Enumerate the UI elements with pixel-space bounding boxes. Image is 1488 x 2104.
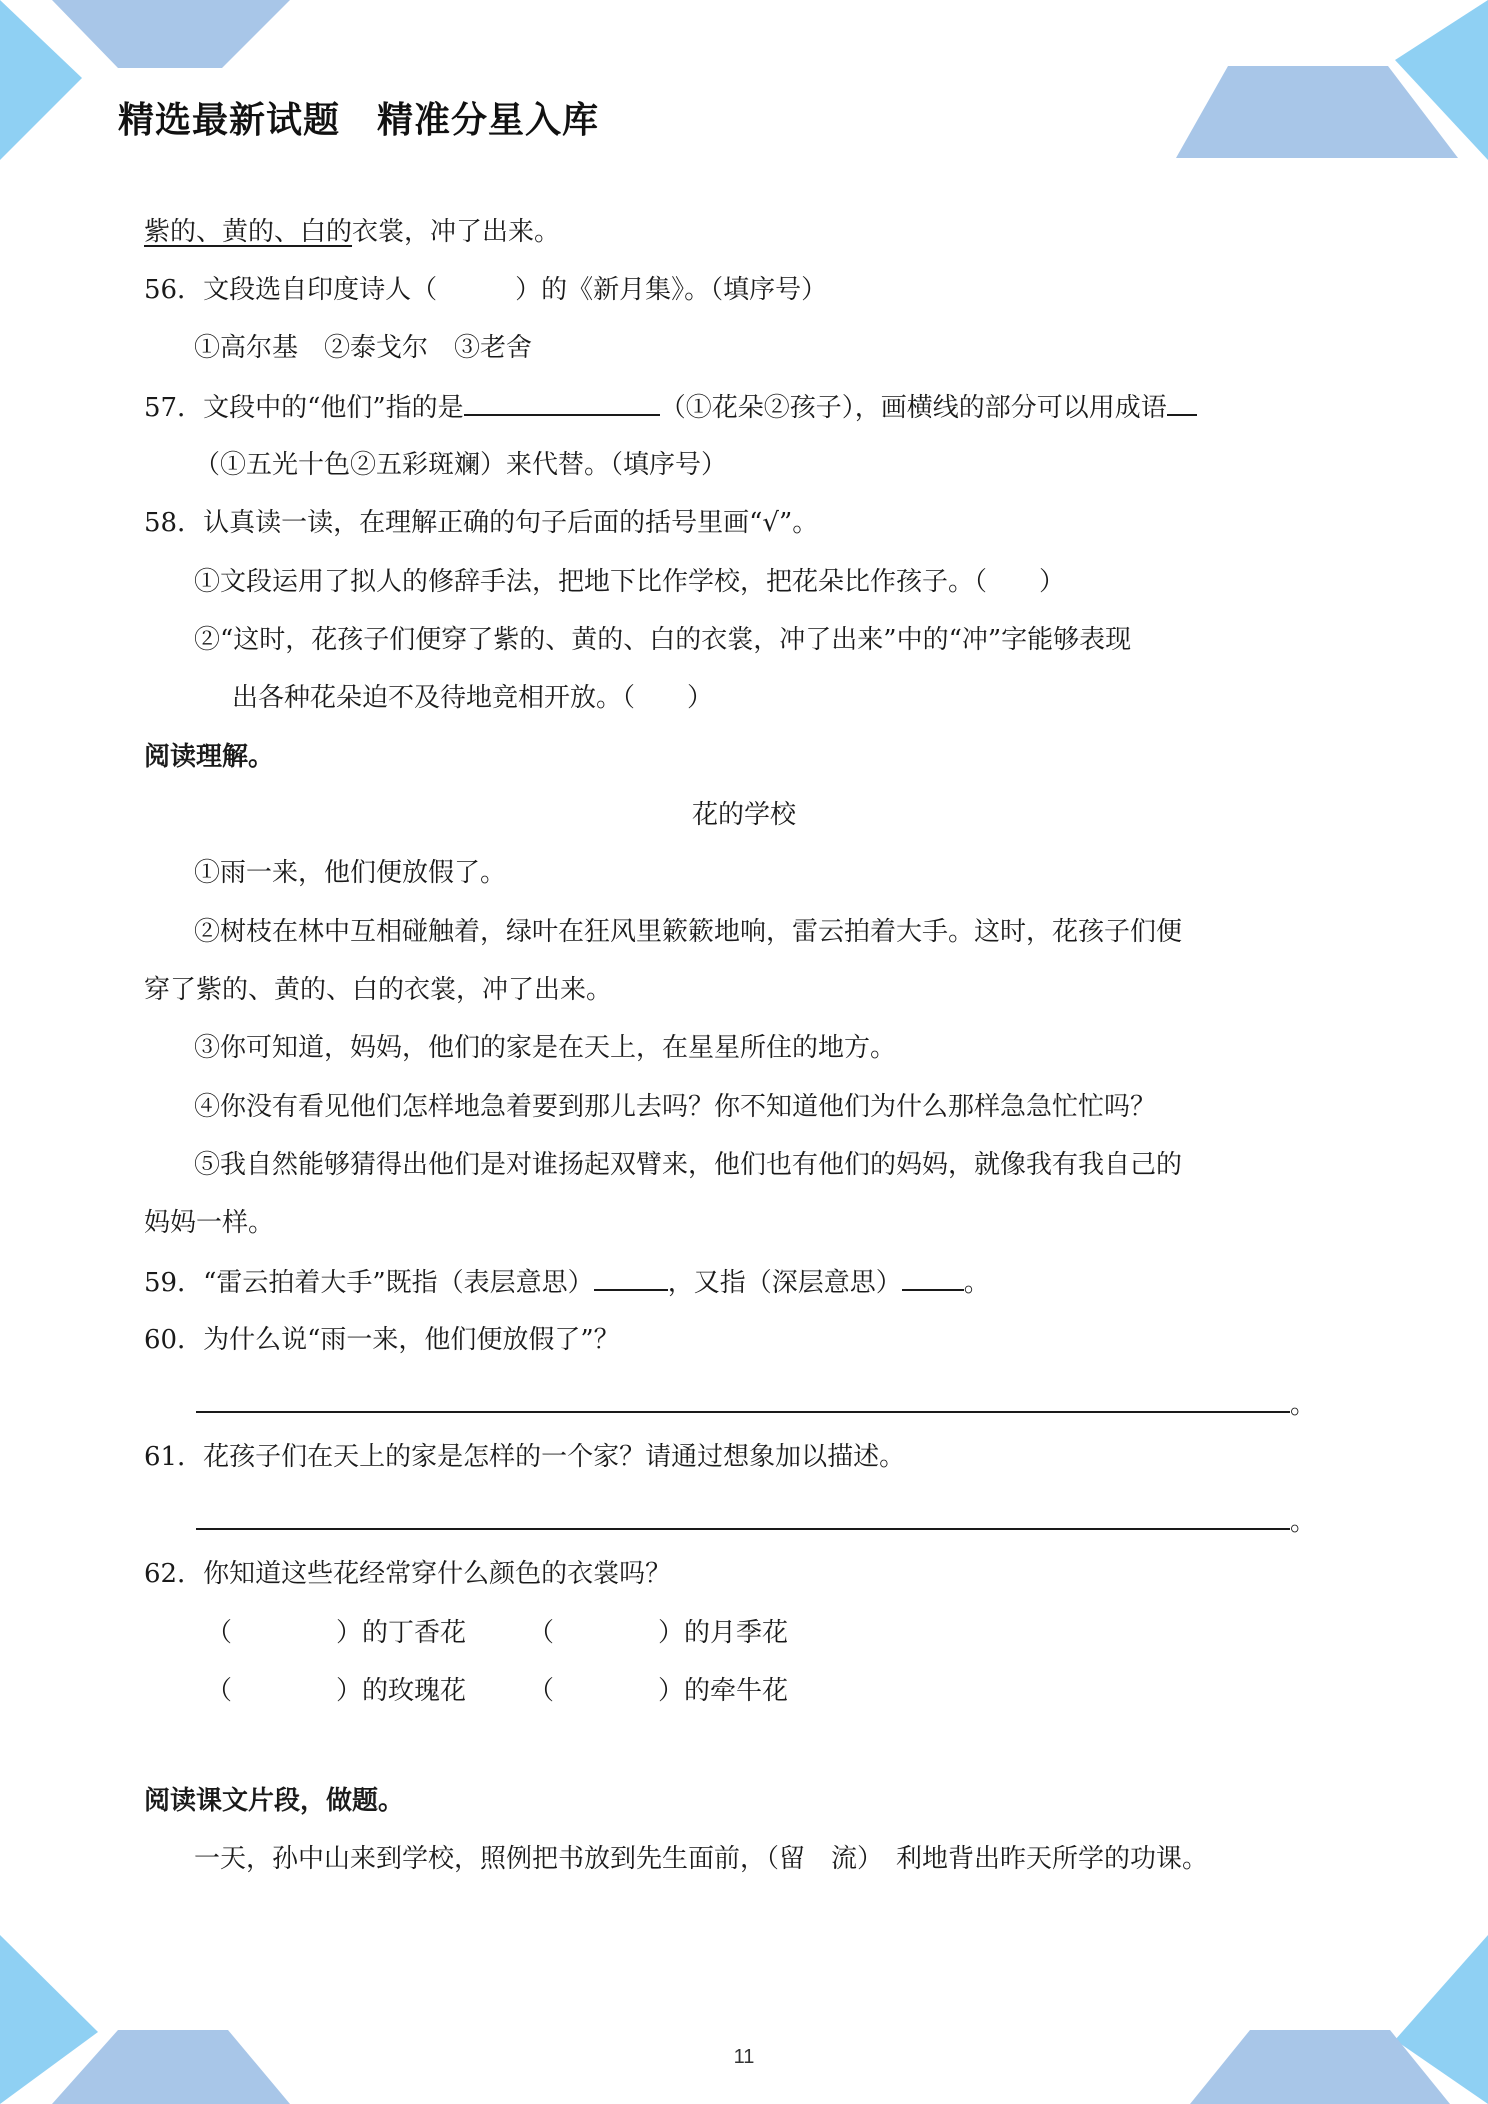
question-58-item-2: ②“这时，花孩子们便穿了紫的、黄的、白的衣裳，冲了出来”中的“冲”字能够表现 [194, 625, 1132, 655]
question-text: “雷云拍着大手”既指（表层意思） [203, 1268, 594, 1298]
question-number: 59． [144, 1268, 204, 1298]
question-text-cont: ，又指（深层意思） [667, 1268, 902, 1298]
question-text: 文段中的“他们”指的是 [203, 393, 464, 423]
underlined-phrase: 紫的、黄的、白的 [144, 217, 353, 247]
question-text-cont: （①花朵②孩子），画横线的部分可以用成语 [659, 393, 1167, 423]
answer-line-period: 。 [1290, 1507, 1317, 1537]
question-58 [144, 506, 818, 540]
answer-line[interactable] [196, 1411, 1290, 1413]
section-heading: 阅读课文片段，做题。 [144, 1786, 405, 1816]
question-62-item: （ ）的玫瑰花 [206, 1676, 467, 1706]
question-60 [144, 1323, 620, 1357]
answer-line[interactable] [196, 1528, 1290, 1530]
poem-title: 花的学校 [691, 800, 796, 830]
poem-paragraph-3: ③你可知道，妈妈，他们的家是在天上，在星星所住的地方。 [194, 1033, 897, 1063]
poem-paragraph-4: ④你没有看见他们怎样地急着要到那儿去吗？你不知道他们为什么那样急急忙忙吗？ [194, 1092, 1157, 1122]
question-text: 你知道这些花经常穿什么颜色的衣裳吗？ [203, 1559, 672, 1589]
section-heading: 阅读理解。 [144, 742, 275, 772]
poem-paragraph-5: ⑤我自然能够猜得出他们是对谁扬起双臂来，他们也有他们的妈妈，就像我有我自己的 [194, 1150, 1183, 1180]
question-62 [144, 1557, 671, 1591]
question-number: 62． [144, 1559, 204, 1589]
question-57 [144, 390, 1197, 425]
page-number: 11 [733, 2046, 755, 2068]
question-62-item: （ ）的月季花 [528, 1618, 789, 1648]
answer-blank[interactable] [1167, 390, 1197, 416]
question-61 [144, 1440, 905, 1474]
poem-paragraph-5-cont: 妈妈一样。 [144, 1208, 275, 1238]
question-62-item: （ ）的牵牛花 [528, 1676, 789, 1706]
question-56-options: ①高尔基 ②泰戈尔 ③老舍 [194, 333, 533, 363]
question-text-end: 。 [963, 1268, 990, 1298]
answer-blank[interactable] [464, 390, 660, 416]
answer-blank[interactable] [902, 1265, 964, 1291]
question-number: 60． [144, 1325, 204, 1355]
question-number: 56． [144, 275, 204, 305]
question-57-line2: （①五光十色②五彩斑斓）来代替。（填序号） [194, 450, 728, 480]
question-58-item-1: ①文段运用了拟人的修辞手法，把地下比作学校，把花朵比作孩子。（ ） [194, 567, 1066, 597]
question-text: 文段选自印度诗人（ ）的《新月集》。（填序号） [203, 275, 828, 305]
top-right-decoration [1176, 0, 1488, 160]
poem-paragraph-2: ②树枝在林中互相碰触着，绿叶在狂风里簌簌地响，雷云拍着大手。这时，花孩子们便 [194, 917, 1183, 947]
question-text: 为什么说“雨一来，他们便放假了”？ [203, 1325, 620, 1355]
passage-tail [144, 215, 560, 249]
question-number: 57． [144, 393, 204, 423]
question-number: 58． [144, 508, 204, 538]
bottom-right-decoration [1190, 1935, 1488, 2104]
question-58-item-2-cont: 出各种花朵迫不及待地竞相开放。（ ） [232, 683, 714, 713]
header-title: 精选最新试题 精准分星入库 [118, 100, 600, 141]
answer-blank[interactable] [594, 1265, 668, 1291]
passage-tail-text: 衣裳，冲了出来。 [352, 217, 561, 247]
question-number: 61． [144, 1442, 204, 1472]
section-2-paragraph: 一天，孙中山来到学校，照例把书放到先生面前，（留 流） 利地背出昨天所学的功课。 [194, 1844, 1209, 1874]
bottom-left-decoration [0, 1935, 290, 2104]
answer-line-period: 。 [1290, 1390, 1317, 1420]
question-text: 认真读一读，在理解正确的句子后面的括号里画“√”。 [203, 508, 819, 538]
question-62-item: （ ）的丁香花 [206, 1618, 467, 1648]
question-59 [144, 1265, 990, 1300]
poem-paragraph-1: ①雨一来，他们便放假了。 [194, 858, 507, 888]
poem-paragraph-2-cont: 穿了紫的、黄的、白的衣裳，冲了出来。 [144, 975, 613, 1005]
question-56 [144, 273, 827, 307]
question-text: 花孩子们在天上的家是怎样的一个家？请通过想象加以描述。 [203, 1442, 906, 1472]
